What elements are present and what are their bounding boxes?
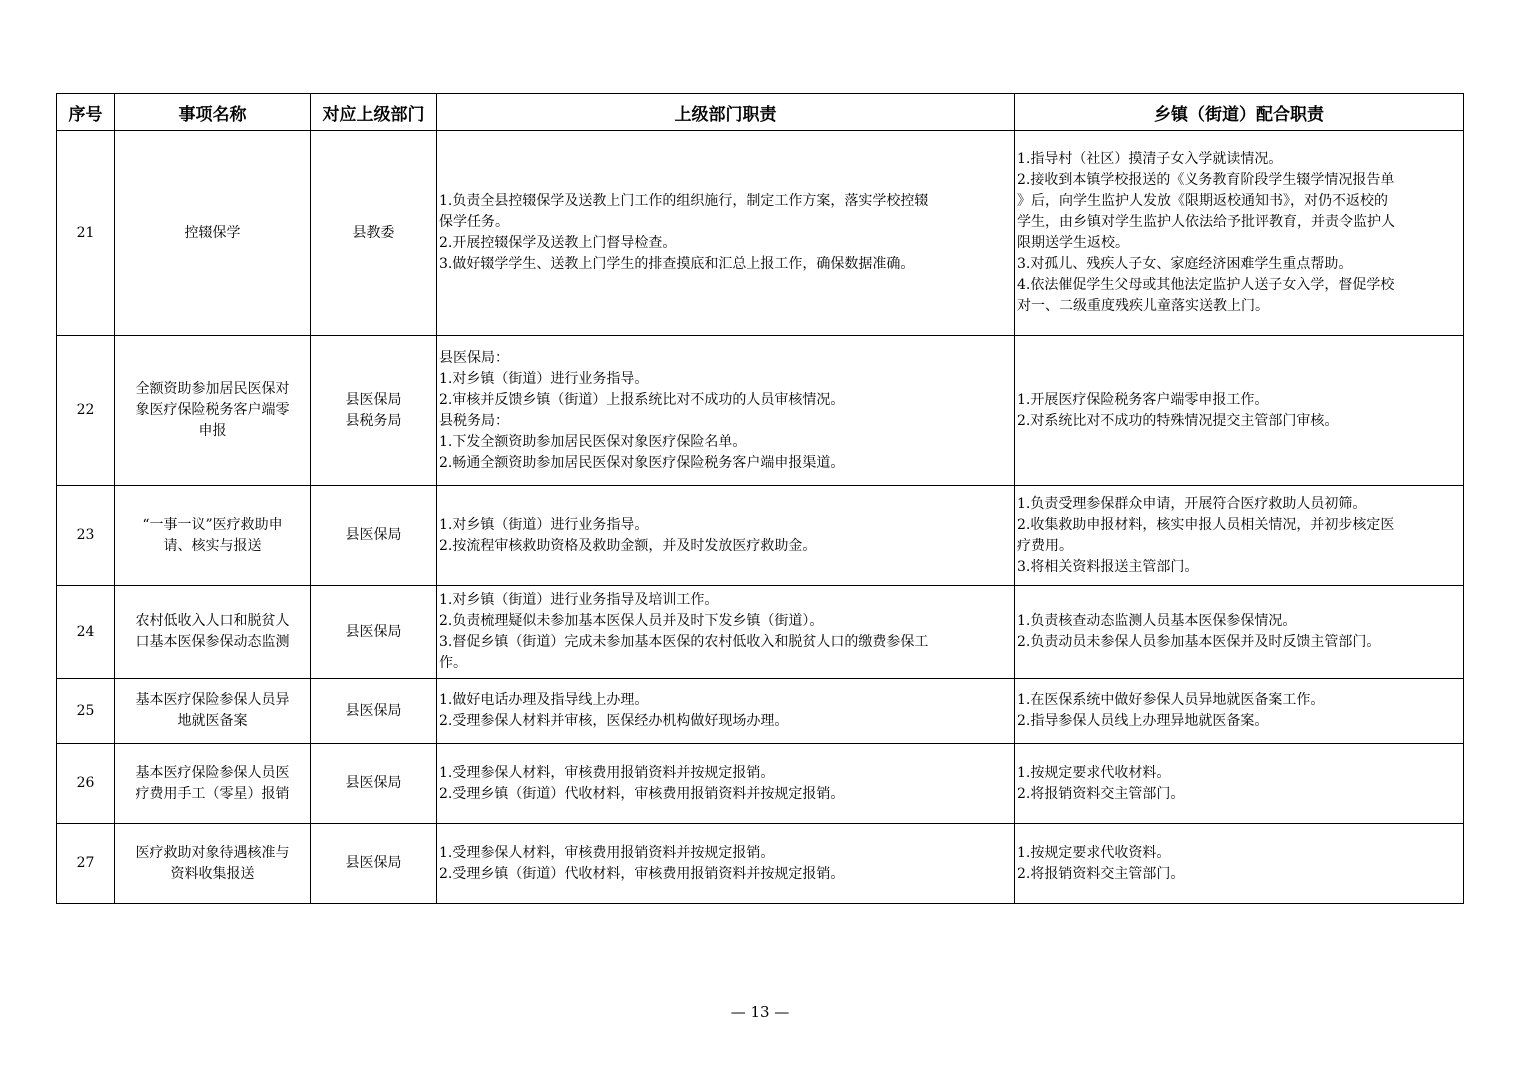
superior-duty-cell [437, 336, 1015, 486]
cell-line: 1.负责核查动态监测人员基本医保参保情况。 [1017, 613, 1297, 629]
cell-line: 1.负责全县控辍保学及送教上门工作的组织施行，制定工作方案，落实学校控辍 [439, 193, 929, 209]
cell-line: 2.负责动员未参保人员参加基本医保并及时反馈主管部门。 [1017, 634, 1381, 650]
cell-line: 保学任务。 [439, 214, 509, 230]
cell-line: 1.受理参保人材料，审核费用报销资料并按规定报销。 [439, 764, 775, 781]
cell-line: 2.按流程审核救助资格及救助金额，并及时发放医疗救助金。 [439, 537, 817, 554]
cell-line: 2.将报销资料交主管部门。 [1017, 785, 1185, 802]
cell-line: 全额资助参加居民医保对 [135, 381, 290, 397]
cell-line: 县医保局 [345, 527, 402, 543]
item-name-cell [115, 824, 311, 904]
table-row [57, 486, 1464, 586]
cell-line: 3.督促乡镇（街道）完成未参加基本医保的农村低收入和脱贫人口的缴费参保工 [439, 634, 929, 650]
cell-line: 县医保局 [345, 623, 402, 640]
cell-line: 象医疗保险税务客户端零 [135, 402, 290, 418]
cell-line: 医疗救助对象待遇核准与 [135, 844, 290, 861]
header-duty: 上级部门职责 [437, 94, 1015, 131]
superior-duty-cell [437, 131, 1015, 336]
cell-line: 作。 [439, 655, 467, 671]
cell-line: 1.受理参保人材料，审核费用报销资料并按规定报销。 [439, 844, 775, 861]
town-coop-cell [1015, 824, 1464, 904]
cell-line: 县税务局： [439, 412, 509, 429]
cell-line: 县医保局 [345, 702, 402, 719]
cell-line: 3.对孤儿、残疾人子女、家庭经济困难学生重点帮助。 [1017, 256, 1353, 272]
cell-line: 1.负责受理参保群众申请，开展符合医疗救助人员初筛。 [1017, 495, 1367, 512]
page-number: — 13 — [730, 1003, 790, 1021]
town-coop-cell [1015, 744, 1464, 824]
table-body [57, 131, 1464, 904]
cell-line: 3.做好辍学学生、送教上门学生的排查摸底和汇总上报工作，确保数据准确。 [439, 256, 915, 272]
table-row [57, 586, 1464, 679]
cell-line: 县医保局 [345, 391, 402, 408]
cell-line: 基本医疗保险参保人员医 [135, 764, 290, 781]
cell-line: 县医保局 [345, 855, 402, 871]
cell-line: 2.接收到本镇学校报送的《义务教育阶段学生辍学情况报告单 [1017, 172, 1395, 188]
cell-line: 1.按规定要求代收资料。 [1017, 844, 1171, 861]
item-name-cell [115, 131, 311, 336]
cell-line: 控辍保学 [184, 224, 241, 241]
cell-line: 2.指导参保人员线上办理异地就医备案。 [1017, 713, 1269, 729]
town-coop-cell [1015, 336, 1464, 486]
cell-line: 1.下发全额资助参加居民医保对象医疗保险名单。 [439, 433, 747, 450]
department-cell [311, 744, 437, 824]
table-row [57, 336, 1464, 486]
cell-line: 疗费用手工（零星）报销 [135, 785, 290, 802]
town-coop-cell [1015, 131, 1464, 336]
row-number: 27 [57, 824, 115, 904]
cell-line: 地就医备案 [177, 713, 248, 729]
cell-line: 2.受理乡镇（街道）代收材料，审核费用报销资料并按规定报销。 [439, 865, 845, 882]
item-name-cell [115, 586, 311, 679]
department-cell [311, 586, 437, 679]
row-number: 23 [57, 486, 115, 586]
superior-duty-cell [437, 679, 1015, 744]
cell-line: 疗费用。 [1017, 537, 1073, 554]
row-number: 26 [57, 744, 115, 824]
header-seq: 序号 [57, 94, 115, 131]
cell-line: 2.审核并反馈乡镇（街道）上报系统比对不成功的人员审核情况。 [439, 391, 845, 408]
superior-duty-cell [437, 486, 1015, 586]
superior-duty-cell [437, 586, 1015, 679]
cell-line: 1.做好电话办理及指导线上办理。 [439, 692, 649, 708]
cell-line: 县教委 [352, 224, 395, 241]
cell-line: 县税务局 [345, 412, 402, 429]
header-name: 事项名称 [115, 94, 311, 131]
department-cell [311, 679, 437, 744]
town-coop-cell [1015, 586, 1464, 679]
item-name-cell [115, 744, 311, 824]
cell-line: 2.畅通全额资助参加居民医保对象医疗保险税务客户端申报渠道。 [439, 454, 845, 471]
cell-line: “一事一议”医疗救助申 [142, 516, 283, 533]
item-name-cell [115, 336, 311, 486]
cell-line: 2.开展控辍保学及送教上门督导检查。 [439, 235, 677, 251]
cell-line: 1.按规定要求代收材料。 [1017, 764, 1171, 781]
cell-line: 4.依法催促学生父母或其他法定监护人送子女入学，督促学校 [1017, 277, 1395, 293]
cell-line: 2.对系统比对不成功的特殊情况提交主管部门审核。 [1017, 412, 1339, 429]
cell-line: 申报 [198, 423, 227, 439]
cell-line: 对一、二级重度残疾儿童落实送教上门。 [1017, 298, 1269, 314]
header-row [57, 94, 1464, 131]
table-row [57, 744, 1464, 824]
table-row [57, 679, 1464, 744]
table-row [57, 131, 1464, 336]
cell-line: 1.对乡镇（街道）进行业务指导及培训工作。 [439, 592, 719, 608]
cell-line: 1.对乡镇（街道）进行业务指导。 [439, 370, 649, 387]
cell-line: 》后，向学生监护人发放《限期返校通知书》，对仍不返校的 [1017, 193, 1388, 209]
cell-line: 2.负责梳理疑似未参加基本医保人员并及时下发乡镇（街道）。 [439, 613, 824, 629]
cell-line: 县医保局 [345, 775, 402, 791]
cell-line: 1.在医保系统中做好参保人员异地就医备案工作。 [1017, 692, 1325, 708]
cell-line: 2.将报销资料交主管部门。 [1017, 865, 1185, 882]
town-coop-cell [1015, 679, 1464, 744]
row-number: 25 [57, 679, 115, 744]
cell-line: 2.受理参保人材料并审核，医保经办机构做好现场办理。 [439, 713, 789, 729]
department-cell [311, 131, 437, 336]
table-row [57, 824, 1464, 904]
cell-line: 1.对乡镇（街道）进行业务指导。 [439, 516, 649, 533]
cell-line: 基本医疗保险参保人员异 [135, 692, 290, 708]
department-cell [311, 336, 437, 486]
cell-line: 请、核实与报送 [163, 537, 262, 554]
cell-line: 2.受理乡镇（街道）代收材料，审核费用报销资料并按规定报销。 [439, 785, 845, 802]
cell-line: 学生，由乡镇对学生监护人依法给予批评教育，并责令监护人 [1017, 214, 1395, 230]
cell-line: 3.将相关资料报送主管部门。 [1017, 558, 1199, 575]
row-number: 21 [57, 131, 115, 336]
header-coop: 乡镇（街道）配合职责 [1015, 94, 1464, 131]
duty-table [56, 93, 1464, 904]
row-number: 22 [57, 336, 115, 486]
superior-duty-cell [437, 824, 1015, 904]
cell-line: 1.开展医疗保险税务客户端零申报工作。 [1017, 391, 1269, 408]
header-dept: 对应上级部门 [311, 94, 437, 131]
cell-line: 限期送学生返校。 [1017, 235, 1129, 251]
town-coop-cell [1015, 486, 1464, 586]
cell-line: 农村低收入人口和脱贫人 [135, 613, 290, 629]
cell-line: 2.收集救助申报材料，核实申报人员相关情况，并初步核定医 [1017, 516, 1395, 533]
row-number: 24 [57, 586, 115, 679]
item-name-cell [115, 486, 311, 586]
item-name-cell [115, 679, 311, 744]
cell-line: 资料收集报送 [170, 865, 255, 882]
cell-line: 县医保局： [439, 349, 509, 366]
cell-line: 1.指导村（社区）摸清子女入学就读情况。 [1017, 151, 1283, 167]
department-cell [311, 486, 437, 586]
department-cell [311, 824, 437, 904]
superior-duty-cell [437, 744, 1015, 824]
cell-line: 口基本医保参保动态监测 [135, 634, 290, 650]
